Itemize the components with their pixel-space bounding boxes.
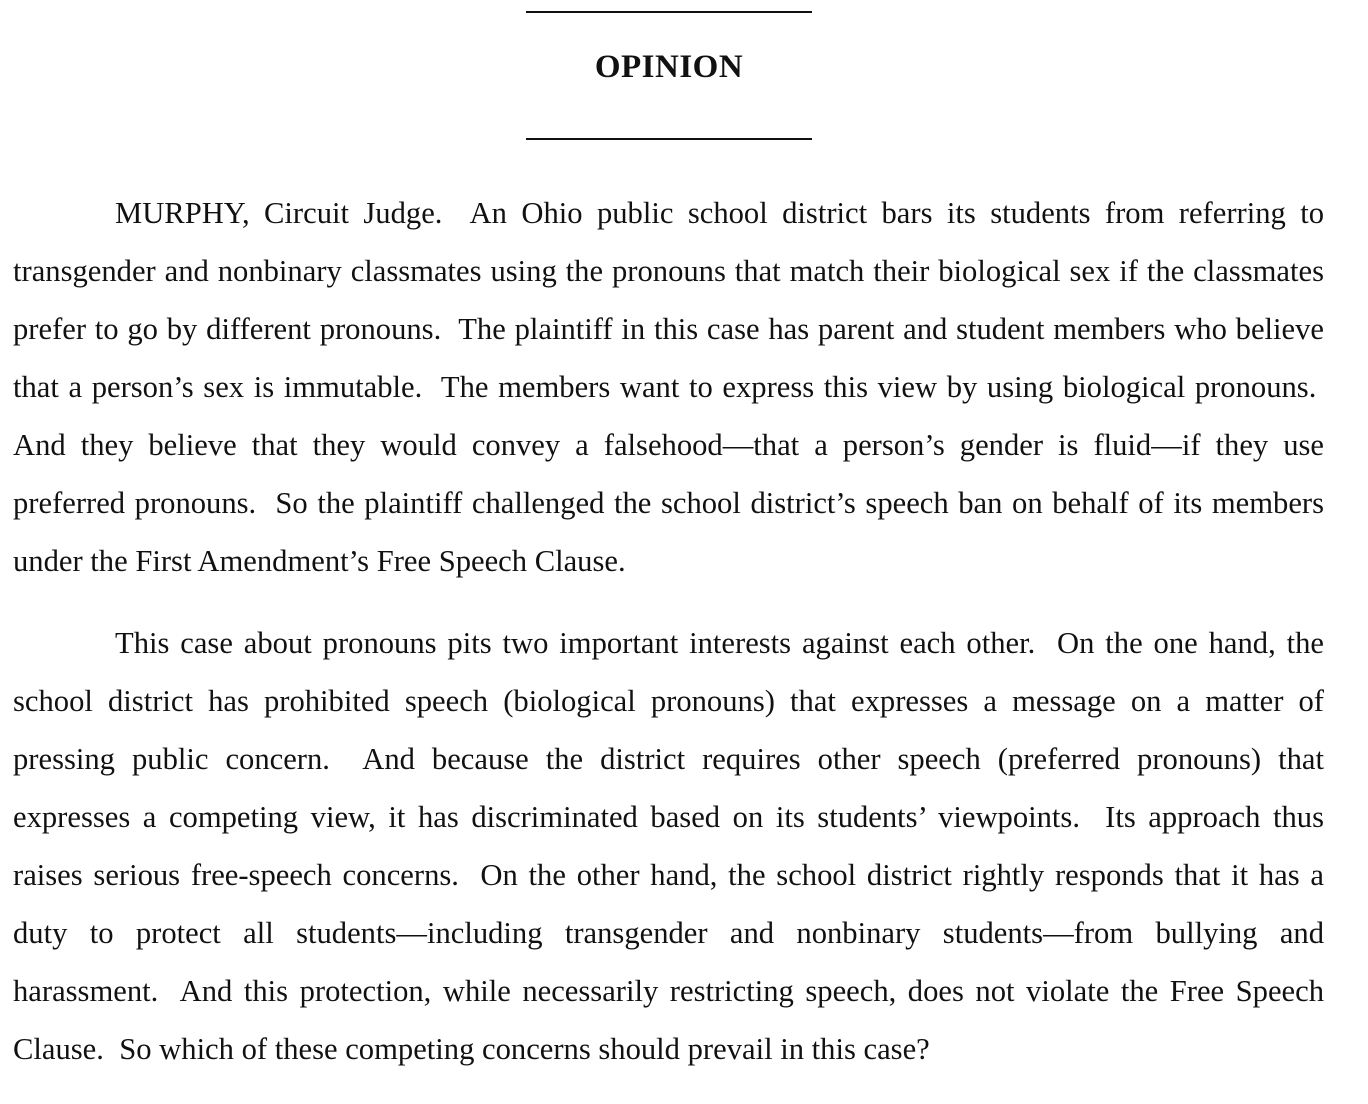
heading-rule-bottom <box>526 138 812 140</box>
opinion-paragraph-1: MURPHY, Circuit Judge. An Ohio public school district bars its students from referring to transgender and nonbinary classmates using the pronouns that match their biological sex if the classmates prefer to go by different pronouns. The plaintiff in this case has parent and student members who believe that a person’s sex is immutable. The members want to express this view by using biological pronouns. And they believe that they would convey a falsehood—that a person’s gender is fluid—if they use preferred pronouns. So the plaintiff challenged the school district’s speech ban on behalf of its members under the First Amendment’s Free Speech Clause. <box>13 196 1324 578</box>
opinion-heading: OPINION <box>594 49 744 85</box>
heading-rule-top <box>526 11 812 13</box>
opinion-paragraph-2: This case about pronouns pits two important interests against each other. On the one hand, the school district has prohibited speech (biological pronouns) that expresses a message on a matter of pressing public concern. And because the district requires other speech (preferred pronouns) that expresses a competing view, it has discriminated based on its students’ viewpoints. Its approach thus raises serious free-speech concerns. On the other hand, the school district rightly responds that it has a duty to protect all students—including transgender and nonbinary students—from bullying and harassment. And this protection, while necessarily restricting speech, does not violate the Free Speech Clause. So which of these competing concerns should prevail in this case? <box>13 626 1324 1066</box>
